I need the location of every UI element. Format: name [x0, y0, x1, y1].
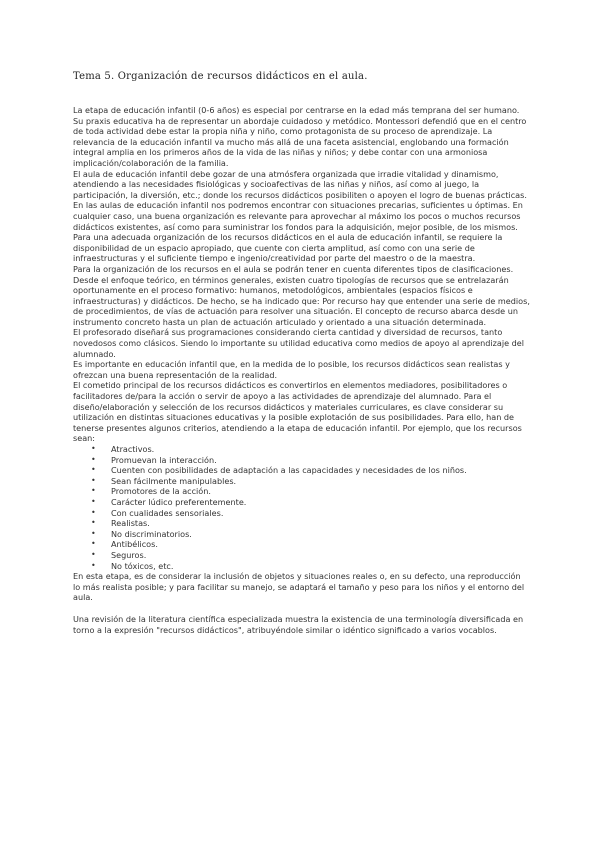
paragraph-aula-atmosfera: El aula de educación infantil debe gozar de una atmósfera organizada que irradie vitalidad y dinamismo, atendiendo a las necesidades fisiológicas y socioafectivas de las niñas y niños, así como al juego, la participación, la diversión, etc.; donde los recursos didácticos posibiliten o apoyen el logro de buenas prácticas. [73, 168, 527, 200]
paragraph-organizacion: Para una adecuada organización de los recursos didácticos en el aula de educación infantil, se requiere la disponibilidad de un espacio apropiado, que cuente con cierta amplitud, así como con una serie de infraestructuras y el suficiente tiempo e ingenio/creatividad por parte del maestro o de la maestra. [73, 232, 503, 264]
list-item: • Con cualidades sensoriales. [73, 508, 530, 519]
list-item: • No discriminatorios. [73, 529, 530, 540]
list-item: • Sean fácilmente manipulables. [73, 476, 530, 487]
paragraph-clasificaciones: Para la organización de los recursos en el aula se podrán tener en cuenta diferentes tipos de clasificaciones. Desde el enfoque teórico, en términos generales, existen cuatro tipologías de recursos que se entrelazarán oportunamente en el proceso formativo: humanos, metodológicos, ambientales (espacios físicos e infraestructuras) y didácticos. De hecho, se ha indicado que: Por recurso hay que entender una serie de medios, de procedimientos, de vías de actuación para resolver una situación. El concepto de recurso abarca desde un instrumento concreto hasta un plan de actuación articulado y orientado a una situación determinada. [73, 263, 530, 327]
paragraph-cometido: El cometido principal de los recursos didácticos es convertirlos en elementos mediadores, posibilitadores o facilitadores de/para la acción o servir de apoyo a las actividades de aprendizaje del alumnado. Para el diseño/elaboración y selección de los recursos didácticos y materiales curriculares, es clave considerar su utilización en distintas situaciones educativas y la posible explotación de sus posibilidades. Para ello, han de tenerse presentes algunos criterios, atendiendo a la etapa de educación infantil. Por ejemplo, que los recursos sean: [73, 380, 522, 444]
list-item: • Realistas. [73, 518, 530, 529]
list-item: • Promotores de la acción. [73, 486, 530, 497]
list-item: • Cuenten con posibilidades de adaptación a las capacidades y necesidades de los niños. [73, 465, 530, 476]
list-item: • Seguros. [73, 550, 530, 561]
paragraph-gap [73, 603, 530, 614]
list-item: • Atractivos. [73, 444, 530, 455]
list-item: • Antibélicos. [73, 539, 530, 550]
paragraph-after-list: En esta etapa, es de considerar la inclusión de objetos y situaciones reales o, en su defecto, una reproducción lo más realista posible; y para facilitar su manejo, se adaptará el tamaño y peso para los niños y el entorno del aula. [73, 571, 525, 603]
paragraph-realistas: Es importante en educación infantil que, en la medida de lo posible, los recursos didácticos sean realistas y ofrezcan una buena representación de la realidad. [73, 359, 510, 380]
paragraph-intro: La etapa de educación infantil (0-6 años) es especial por centrarse en la edad más temprana del ser humano. Su praxis educativa ha de representar un abordaje cuidadoso y metódico. Montessori defendió que en el centro de toda actividad debe estar la propia niña y niño, como protagonista de su proceso de aprendizaje. La relevancia de la educación infantil va mucho más allá de una faceta asistencial, englobando una formación integral amplia en los primeros años de la vida de las niñas y niños; y debe contar con una armoniosa implicación/colaboración de la familia. [73, 105, 527, 168]
document-body [73, 105, 530, 635]
list-item: • Promuevan la interacción. [73, 455, 530, 466]
list-item: • No tóxicos, etc. [73, 561, 530, 572]
paragraph-situaciones: En las aulas de educación infantil nos podremos encontrar con situaciones precarias, suficientes u óptimas. En cualquier caso, una buena organización es relevante para aprovechar al máximo los pocos o muchos recursos didácticos existentes, así como para suministrar los fondos para la adquisición, mejor posible, de los mismos. [73, 200, 523, 232]
paragraph-closing: Una revisión de la literatura científica especializada muestra la existencia de una terminología diversificada en torno a la expresión "recursos didácticos", atribuyéndole similar o idéntico significado a varios vocablos. [73, 613, 524, 635]
list-item: • Carácter lúdico preferentemente. [73, 497, 530, 508]
criteria-list [73, 444, 530, 571]
paragraph-profesorado: El profesorado diseñará sus programaciones considerando cierta cantidad y diversidad de recursos, tanto novedosos como clásicos. Siendo lo importante su utilidad educativa como medios de apoyo al aprendizaje del alumnado. [73, 327, 525, 359]
document-title: Tema 5. Organización de recursos didácticos en el aula. [73, 71, 368, 82]
